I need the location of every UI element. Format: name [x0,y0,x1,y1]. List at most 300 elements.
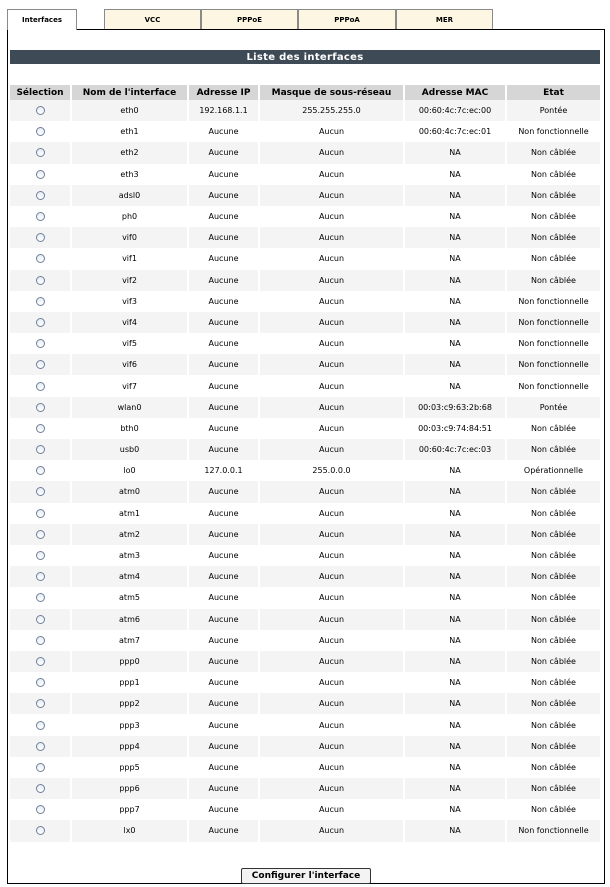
table-header-row [10,85,600,100]
selection-cell [10,248,72,269]
interface-radio[interactable] [36,148,45,157]
state-cell: Non câblée [507,481,600,502]
mac-address-cell: NA [405,630,507,651]
mac-address-cell: NA [405,185,507,206]
selection-cell [10,630,72,651]
table-row [10,248,600,269]
selection-cell [10,609,72,630]
interface-radio[interactable] [36,233,45,242]
ip-address-cell: Aucune [189,481,260,502]
subnet-mask-cell: Aucun [260,524,405,545]
selection-cell [10,291,72,312]
state-cell: Non câblée [507,503,600,524]
interface-name-cell: vif6 [72,354,189,375]
interface-radio[interactable] [36,424,45,433]
ip-address-cell: Aucune [189,820,260,841]
selection-cell [10,545,72,566]
table-row [10,397,600,418]
interface-name-cell: eth3 [72,164,189,185]
column-header-subnet-mask: Masque de sous-réseau [260,85,405,100]
ip-address-cell: Aucune [189,714,260,735]
interface-radio[interactable] [36,742,45,751]
subnet-mask-cell: Aucun [260,354,405,375]
subnet-mask-cell: Aucun [260,799,405,820]
table-row [10,672,600,693]
mac-address-cell: NA [405,545,507,566]
interface-radio[interactable] [36,636,45,645]
subnet-mask-cell: Aucun [260,630,405,651]
tab-vcc[interactable] [104,9,201,29]
ip-address-cell: Aucune [189,333,260,354]
selection-cell [10,672,72,693]
subnet-mask-cell: Aucun [260,714,405,735]
tab-pppoa[interactable] [298,9,396,29]
subnet-mask-cell: Aucun [260,248,405,269]
mac-address-cell: NA [405,524,507,545]
selection-cell [10,714,72,735]
tab-bar [7,9,605,29]
ip-address-cell: Aucune [189,375,260,396]
interface-name-cell: atm4 [72,566,189,587]
subnet-mask-cell: Aucun [260,757,405,778]
selection-cell [10,736,72,757]
state-cell: Non câblée [507,164,600,185]
tab-label: PPPoA [334,15,360,24]
selection-cell [10,566,72,587]
ip-address-cell: Aucune [189,439,260,460]
interface-name-cell: lo0 [72,460,189,481]
table-row [10,736,600,757]
mac-address-cell: NA [405,481,507,502]
subnet-mask-cell: Aucun [260,375,405,396]
table-row [10,439,600,460]
state-cell: Non fonctionnelle [507,291,600,312]
selection-cell [10,270,72,291]
ip-address-cell: Aucune [189,566,260,587]
mac-address-cell: NA [405,651,507,672]
ip-address-cell: Aucune [189,291,260,312]
interface-radio[interactable] [36,106,45,115]
state-cell: Non câblée [507,736,600,757]
mac-address-cell: NA [405,609,507,630]
subnet-mask-cell: Aucun [260,206,405,227]
subnet-mask-cell: Aucun [260,439,405,460]
interface-radio[interactable] [36,212,45,221]
interface-radio[interactable] [36,382,45,391]
interface-name-cell: ppp0 [72,651,189,672]
ip-address-cell: Aucune [189,736,260,757]
table-row [10,481,600,502]
selection-cell [10,460,72,481]
interface-radio[interactable] [36,763,45,772]
subnet-mask-cell: Aucun [260,778,405,799]
ip-address-cell: 192.168.1.1 [189,100,260,121]
subnet-mask-cell: Aucun [260,227,405,248]
interface-radio[interactable] [36,403,45,412]
mac-address-cell: NA [405,375,507,396]
interface-name-cell: atm6 [72,609,189,630]
ip-address-cell: Aucune [189,503,260,524]
selection-cell [10,375,72,396]
interface-name-cell: eth1 [72,121,189,142]
state-cell: Non câblée [507,609,600,630]
ip-address-cell: Aucune [189,630,260,651]
selection-cell [10,481,72,502]
interface-radio[interactable] [36,127,45,136]
interface-name-cell: vif7 [72,375,189,396]
ip-address-cell: Aucune [189,587,260,608]
mac-address-cell: NA [405,693,507,714]
interface-name-cell: wlan0 [72,397,189,418]
configure-interface-button[interactable]: Configurer l'interface [241,868,371,884]
state-cell: Non câblée [507,418,600,439]
interface-radio[interactable] [36,721,45,730]
state-cell: Non fonctionnelle [507,354,600,375]
table-row [10,609,600,630]
mac-address-cell: NA [405,736,507,757]
interface-name-cell: vif2 [72,270,189,291]
table-row [10,100,600,121]
selection-cell [10,799,72,820]
subnet-mask-cell: Aucun [260,312,405,333]
ip-address-cell: Aucune [189,312,260,333]
mac-address-cell: NA [405,333,507,354]
table-row [10,545,600,566]
subnet-mask-cell: Aucun [260,481,405,502]
interface-name-cell: atm2 [72,524,189,545]
table-row [10,270,600,291]
ip-address-cell: Aucune [189,121,260,142]
subnet-mask-cell: Aucun [260,566,405,587]
selection-cell [10,312,72,333]
selection-cell [10,354,72,375]
mac-address-cell: NA [405,503,507,524]
table-row [10,460,600,481]
tab-pppoe[interactable] [201,9,298,29]
mac-address-cell: NA [405,820,507,841]
selection-cell [10,693,72,714]
mac-address-cell: 00:60:4c:7c:ec:01 [405,121,507,142]
state-cell: Non câblée [507,227,600,248]
state-cell: Non câblée [507,651,600,672]
interface-name-cell: eth0 [72,100,189,121]
ip-address-cell: Aucune [189,418,260,439]
mac-address-cell: 00:03:c9:63:2b:68 [405,397,507,418]
interface-name-cell: atm3 [72,545,189,566]
subnet-mask-cell: 255.255.255.0 [260,100,405,121]
interface-name-cell: bth0 [72,418,189,439]
selection-cell [10,439,72,460]
state-cell: Non câblée [507,545,600,566]
subnet-mask-cell: Aucun [260,820,405,841]
selection-cell [10,333,72,354]
mac-address-cell: 00:60:4c:7c:ec:00 [405,100,507,121]
state-cell: Non fonctionnelle [507,820,600,841]
table-row [10,651,600,672]
state-cell: Non câblée [507,693,600,714]
state-cell: Non fonctionnelle [507,333,600,354]
button-area [8,863,604,884]
interface-radio[interactable] [36,551,45,560]
interface-radio[interactable] [36,318,45,327]
mac-address-cell: 00:03:c9:74:84:51 [405,418,507,439]
interface-radio[interactable] [36,254,45,263]
state-cell: Non fonctionnelle [507,312,600,333]
state-cell: Non câblée [507,142,600,163]
interface-name-cell: usb0 [72,439,189,460]
table-row [10,206,600,227]
interface-name-cell: ppp7 [72,799,189,820]
tab-label: VCC [144,15,161,24]
interface-name-cell: vif1 [72,248,189,269]
table-row [10,121,600,142]
mac-address-cell: NA [405,291,507,312]
selection-cell [10,651,72,672]
mac-address-cell: NA [405,587,507,608]
table-row [10,418,600,439]
subnet-mask-cell: Aucun [260,270,405,291]
table-row [10,312,600,333]
state-cell: Non fonctionnelle [507,121,600,142]
mac-address-cell: NA [405,714,507,735]
table-row [10,799,600,820]
subnet-mask-cell: Aucun [260,672,405,693]
state-cell: Opérationnelle [507,460,600,481]
interface-radio[interactable] [36,805,45,814]
interface-radio[interactable] [36,699,45,708]
interface-radio[interactable] [36,530,45,539]
ip-address-cell: Aucune [189,609,260,630]
ip-address-cell: Aucune [189,545,260,566]
interface-radio[interactable] [36,657,45,666]
interface-name-cell: vif4 [72,312,189,333]
interface-name-cell: atm7 [72,630,189,651]
subnet-mask-cell: Aucun [260,121,405,142]
table-row [10,185,600,206]
selection-cell [10,524,72,545]
state-cell: Non câblée [507,757,600,778]
selection-cell [10,397,72,418]
selection-cell [10,757,72,778]
table-row [10,757,600,778]
mac-address-cell: NA [405,799,507,820]
subnet-mask-cell: Aucun [260,503,405,524]
interface-radio[interactable] [36,297,45,306]
table-row [10,164,600,185]
state-cell: Pontée [507,100,600,121]
tab-interfaces[interactable] [7,9,77,30]
interface-name-cell: atm0 [72,481,189,502]
mac-address-cell: NA [405,142,507,163]
interface-name-cell: ppp3 [72,714,189,735]
selection-cell [10,206,72,227]
table-row [10,503,600,524]
state-cell: Non câblée [507,248,600,269]
ip-address-cell: Aucune [189,142,260,163]
mac-address-cell: NA [405,566,507,587]
selection-cell [10,185,72,206]
column-header-mac-address: Adresse MAC [405,85,507,100]
interface-radio[interactable] [36,509,45,518]
tab-label: PPPoE [237,15,262,24]
interface-radio[interactable] [36,339,45,348]
column-header-state: Etat [507,85,600,100]
table-row [10,693,600,714]
mac-address-cell: NA [405,672,507,693]
selection-cell [10,164,72,185]
ip-address-cell: Aucune [189,651,260,672]
ip-address-cell: Aucune [189,799,260,820]
subnet-mask-cell: Aucun [260,587,405,608]
state-cell: Non câblée [507,799,600,820]
state-cell: Non câblée [507,714,600,735]
selection-cell [10,820,72,841]
state-cell: Non câblée [507,524,600,545]
interface-name-cell: lx0 [72,820,189,841]
subnet-mask-cell: Aucun [260,333,405,354]
table-row [10,375,600,396]
interface-radio[interactable] [36,445,45,454]
state-cell: Non câblée [507,270,600,291]
interface-name-cell: vif0 [72,227,189,248]
mac-address-cell: NA [405,312,507,333]
tab-mer[interactable] [396,9,493,29]
interface-radio[interactable] [36,826,45,835]
interface-radio[interactable] [36,170,45,179]
state-cell: Non câblée [507,778,600,799]
interface-name-cell: ppp5 [72,757,189,778]
subnet-mask-cell: Aucun [260,609,405,630]
table-row [10,227,600,248]
ip-address-cell: Aucune [189,164,260,185]
state-cell: Non câblée [507,206,600,227]
interface-name-cell: ppp4 [72,736,189,757]
interface-name-cell: ppp1 [72,672,189,693]
interface-name-cell: adsl0 [72,185,189,206]
interface-radio[interactable] [36,466,45,475]
table-row [10,714,600,735]
subnet-mask-cell: Aucun [260,693,405,714]
selection-cell [10,100,72,121]
ip-address-cell: Aucune [189,354,260,375]
ip-address-cell: Aucune [189,693,260,714]
state-cell: Non câblée [507,630,600,651]
state-cell: Non fonctionnelle [507,375,600,396]
selection-cell [10,778,72,799]
ip-address-cell: Aucune [189,185,260,206]
subnet-mask-cell: Aucun [260,142,405,163]
ip-address-cell: Aucune [189,757,260,778]
table-row [10,333,600,354]
interface-radio[interactable] [36,276,45,285]
subnet-mask-cell: 255.0.0.0 [260,460,405,481]
subnet-mask-cell: Aucun [260,291,405,312]
interface-name-cell: ppp6 [72,778,189,799]
interface-radio[interactable] [36,572,45,581]
selection-cell [10,121,72,142]
ip-address-cell: Aucune [189,248,260,269]
column-header-interface-name: Nom de l'interface [72,85,189,100]
table-row [10,142,600,163]
interface-radio[interactable] [36,191,45,200]
subnet-mask-cell: Aucun [260,164,405,185]
ip-address-cell: Aucune [189,778,260,799]
table-row [10,524,600,545]
section-title: Liste des interfaces [10,50,600,64]
subnet-mask-cell: Aucun [260,397,405,418]
subnet-mask-cell: Aucun [260,651,405,672]
interface-name-cell: vif3 [72,291,189,312]
subnet-mask-cell: Aucun [260,185,405,206]
state-cell: Non câblée [507,185,600,206]
ip-address-cell: Aucune [189,227,260,248]
ip-address-cell: 127.0.0.1 [189,460,260,481]
selection-cell [10,587,72,608]
mac-address-cell: NA [405,354,507,375]
tab-label: Interfaces [22,16,62,24]
interface-name-cell: eth2 [72,142,189,163]
subnet-mask-cell: Aucun [260,418,405,439]
selection-cell [10,418,72,439]
interface-radio[interactable] [36,784,45,793]
interface-radio[interactable] [36,487,45,496]
selection-cell [10,227,72,248]
tab-label: MER [435,15,454,24]
table-row [10,630,600,651]
interface-name-cell: ph0 [72,206,189,227]
subnet-mask-cell: Aucun [260,736,405,757]
state-cell: Pontée [507,397,600,418]
column-header-ip-address: Adresse IP [189,85,260,100]
mac-address-cell: NA [405,164,507,185]
subnet-mask-cell: Aucun [260,545,405,566]
interface-name-cell: vif5 [72,333,189,354]
mac-address-cell: NA [405,248,507,269]
mac-address-cell: 00:60:4c:7c:ec:03 [405,439,507,460]
mac-address-cell: NA [405,206,507,227]
state-cell: Non câblée [507,587,600,608]
selection-cell [10,503,72,524]
mac-address-cell: NA [405,778,507,799]
mac-address-cell: NA [405,757,507,778]
selection-cell [10,142,72,163]
interface-radio[interactable] [36,360,45,369]
ip-address-cell: Aucune [189,270,260,291]
table-row [10,587,600,608]
interface-name-cell: atm1 [72,503,189,524]
mac-address-cell: NA [405,227,507,248]
table-row [10,566,600,587]
interface-radio[interactable] [36,593,45,602]
table-row [10,820,600,841]
interface-name-cell: atm5 [72,587,189,608]
interface-name-cell: ppp2 [72,693,189,714]
interfaces-table [10,85,600,842]
mac-address-cell: NA [405,460,507,481]
table-row [10,778,600,799]
state-cell: Non câblée [507,672,600,693]
mac-address-cell: NA [405,270,507,291]
ip-address-cell: Aucune [189,524,260,545]
table-row [10,291,600,312]
ip-address-cell: Aucune [189,206,260,227]
interface-radio[interactable] [36,678,45,687]
column-header-selection: Sélection [10,85,72,100]
main-panel [7,29,605,884]
state-cell: Non câblée [507,439,600,460]
table-row [10,354,600,375]
interface-radio[interactable] [36,615,45,624]
